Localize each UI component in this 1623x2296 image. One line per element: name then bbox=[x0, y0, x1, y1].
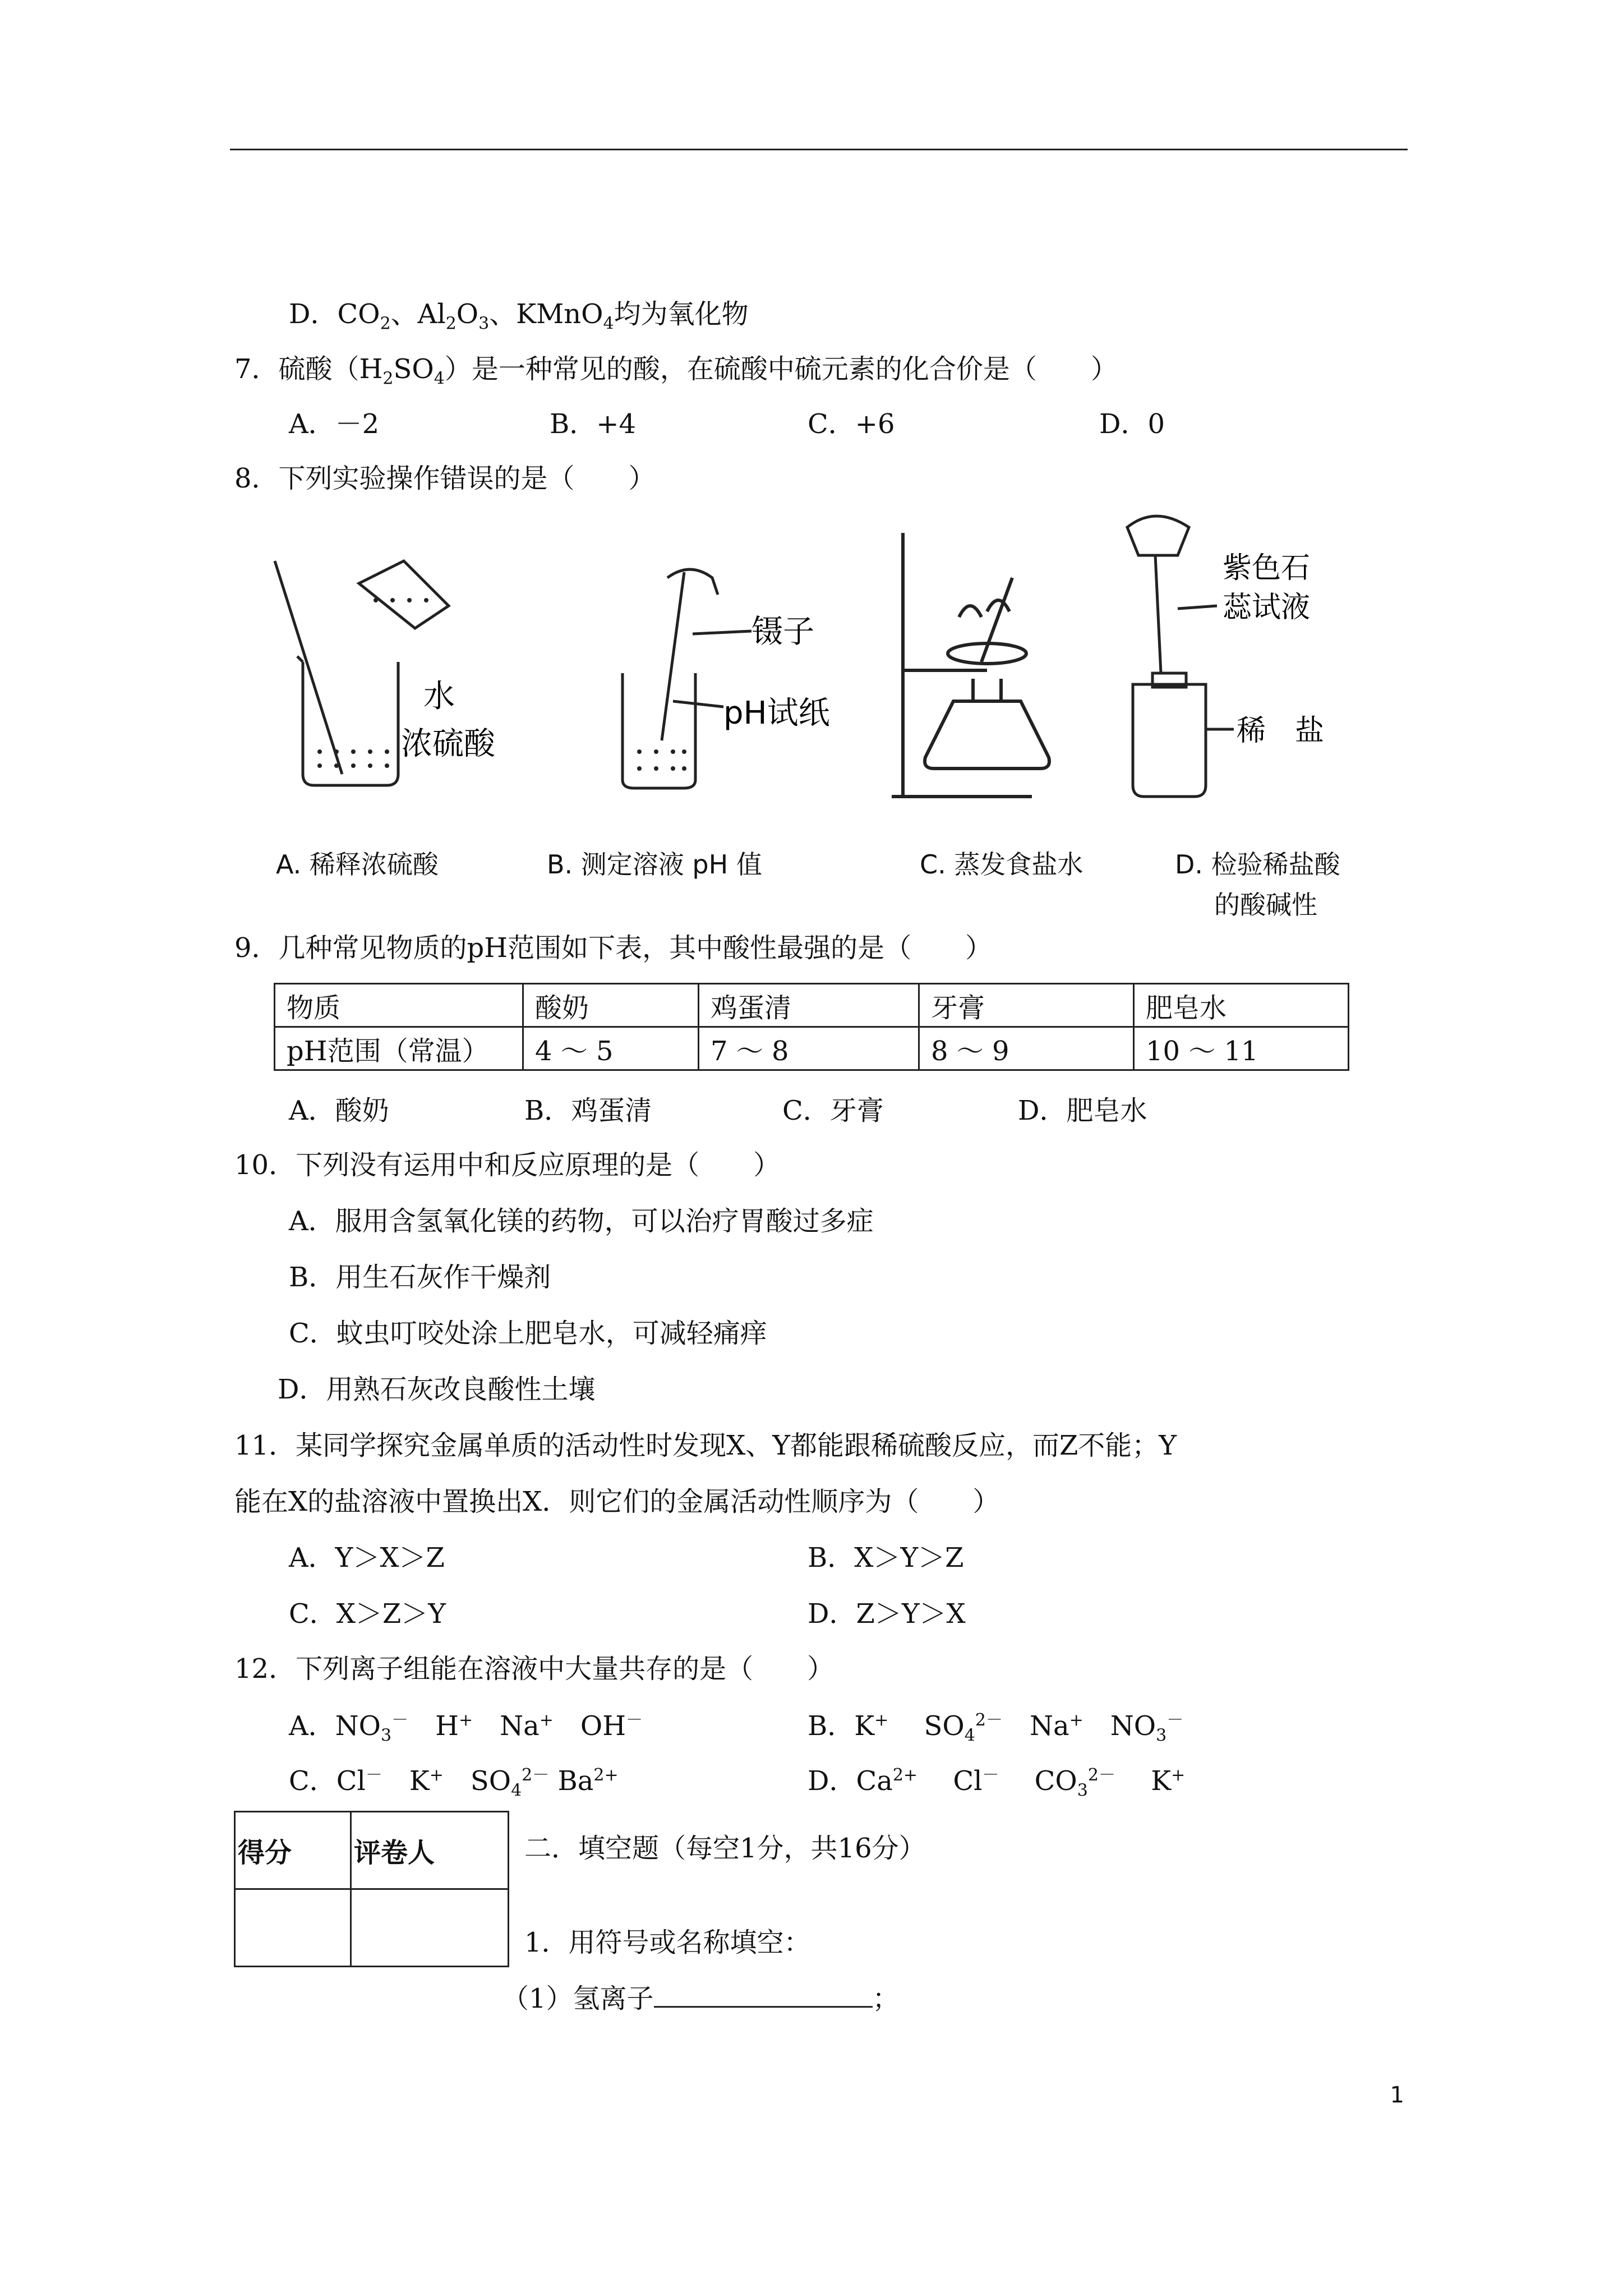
q12-stem: 12．下列离子组能在溶液中大量共存的是（ ） bbox=[234, 1653, 834, 1685]
caption-d-1: D. 检验稀盐酸 bbox=[1175, 849, 1340, 880]
q11-stem-2: 能在X的盐溶液中置换出X．则它们的金属活动性顺序为（ ） bbox=[234, 1486, 1000, 1517]
q12-option-a: A．$NO_3^-$ H+ Na+ OH－ bbox=[289, 1710, 643, 1746]
q12-option-b: B．K+ $SO_4^{2-}$ Na+ $NO_3^-$ bbox=[808, 1710, 1184, 1746]
label-tweezers: 镊子 bbox=[751, 614, 814, 650]
table-row: pH范围（常温） 4 ～ 5 7 ～ 8 8 ～ 9 10 ～ 11 bbox=[275, 1027, 1349, 1070]
q7-option-c: C．+6 bbox=[808, 408, 895, 440]
label-litmus-1: 紫色石 bbox=[1223, 551, 1311, 585]
fill-q1-1: （1）氢离子 ； bbox=[502, 1981, 900, 2016]
q9-stem: 9．几种常见物质的pH范围如下表，其中酸性最强的是（ ） bbox=[234, 932, 993, 964]
label-litmus-2: 蕊试液 bbox=[1223, 591, 1311, 624]
figure-ph-test bbox=[611, 561, 847, 797]
q11-option-c: C．X＞Z＞Y bbox=[289, 1598, 446, 1630]
q7-option-b: B．+4 bbox=[550, 408, 637, 440]
q10-stem: 10．下列没有运用中和反应原理的是（ ） bbox=[234, 1149, 781, 1181]
q11-option-b: B．X＞Y＞Z bbox=[808, 1542, 964, 1573]
grader-cell[interactable] bbox=[351, 1889, 509, 1967]
q11-stem-1: 11．某同学探究金属单质的活动性时发现X、Y都能跟稀硫酸反应，而Z不能；Y bbox=[234, 1430, 1177, 1461]
label-water: 水 bbox=[423, 678, 455, 715]
q12-option-c: C．Cl－ K+ $SO_4^{2-}$ $Ba^{2+}$ bbox=[289, 1765, 619, 1801]
score-header: 得分 bbox=[235, 1812, 351, 1889]
q9-option-d: D．肥皂水 bbox=[1018, 1095, 1147, 1126]
q8-stem: 8．下列实验操作错误的是（ ） bbox=[234, 463, 656, 494]
q7-option-d: D．0 bbox=[1099, 408, 1165, 440]
caption-b: B. 测定溶液 pH 值 bbox=[547, 849, 762, 880]
section-2-title: 二．填空题（每空1分，共16分） bbox=[524, 1833, 926, 1864]
q11-option-d: D．Z＞Y＞X bbox=[808, 1598, 966, 1630]
q11-option-a: A．Y＞X＞Z bbox=[289, 1542, 445, 1573]
q10-option-a: A．服用含氢氧化镁的药物，可以治疗胃酸过多症 bbox=[289, 1205, 874, 1237]
label-hcl: 稀 盐 bbox=[1237, 714, 1325, 748]
q10-option-c: C．蚊虫叮咬处涂上肥皂水，可减轻痛痒 bbox=[289, 1318, 767, 1349]
table-row: 物质 酸奶 鸡蛋清 牙膏 肥皂水 bbox=[275, 984, 1349, 1027]
q9-option-c: C．牙膏 bbox=[782, 1095, 884, 1126]
q6-option-d: D．$CO_2$、$Al_2O_3$、KMnO$_4$均为氧化物 bbox=[289, 298, 749, 334]
caption-a: A. 稀释浓硫酸 bbox=[276, 849, 439, 880]
q9-option-a: A．酸奶 bbox=[289, 1095, 389, 1126]
q7-option-a: A．－2 bbox=[289, 408, 380, 440]
q12-option-d: D．$Ca^{2+}$ Cl－ $CO_3^{2-}$ K+ bbox=[808, 1765, 1186, 1801]
fill-q1-stem: 1．用符号或名称填空： bbox=[524, 1927, 811, 1958]
score-cell[interactable] bbox=[235, 1889, 351, 1967]
q10-option-d: D．用熟石灰改良酸性土壤 bbox=[278, 1374, 596, 1405]
grader-header: 评卷人 bbox=[351, 1812, 509, 1889]
caption-d-2: 的酸碱性 bbox=[1214, 890, 1317, 920]
figure-dilute-acid bbox=[264, 539, 522, 797]
score-table bbox=[234, 1811, 509, 1967]
q9-option-b: B．鸡蛋清 bbox=[524, 1095, 652, 1126]
answer-blank[interactable] bbox=[654, 1981, 873, 2008]
figure-evaporate bbox=[892, 533, 1094, 808]
label-ph-paper: pH试纸 bbox=[723, 695, 830, 731]
label-conc-acid: 浓硫酸 bbox=[401, 726, 495, 762]
page-number: 1 bbox=[1390, 2082, 1404, 2108]
q7-stem: 7．硫酸$(H_2SO_4)$是一种常见的酸，在硫酸中硫元素的化合价是（ ） bbox=[234, 353, 1118, 389]
header-rule bbox=[230, 149, 1408, 150]
ph-table bbox=[274, 983, 1349, 1071]
figure-test-hcl bbox=[1105, 505, 1363, 808]
q10-option-b: B．用生石灰作干燥剂 bbox=[289, 1262, 551, 1293]
caption-c: C. 蒸发食盐水 bbox=[920, 849, 1083, 880]
